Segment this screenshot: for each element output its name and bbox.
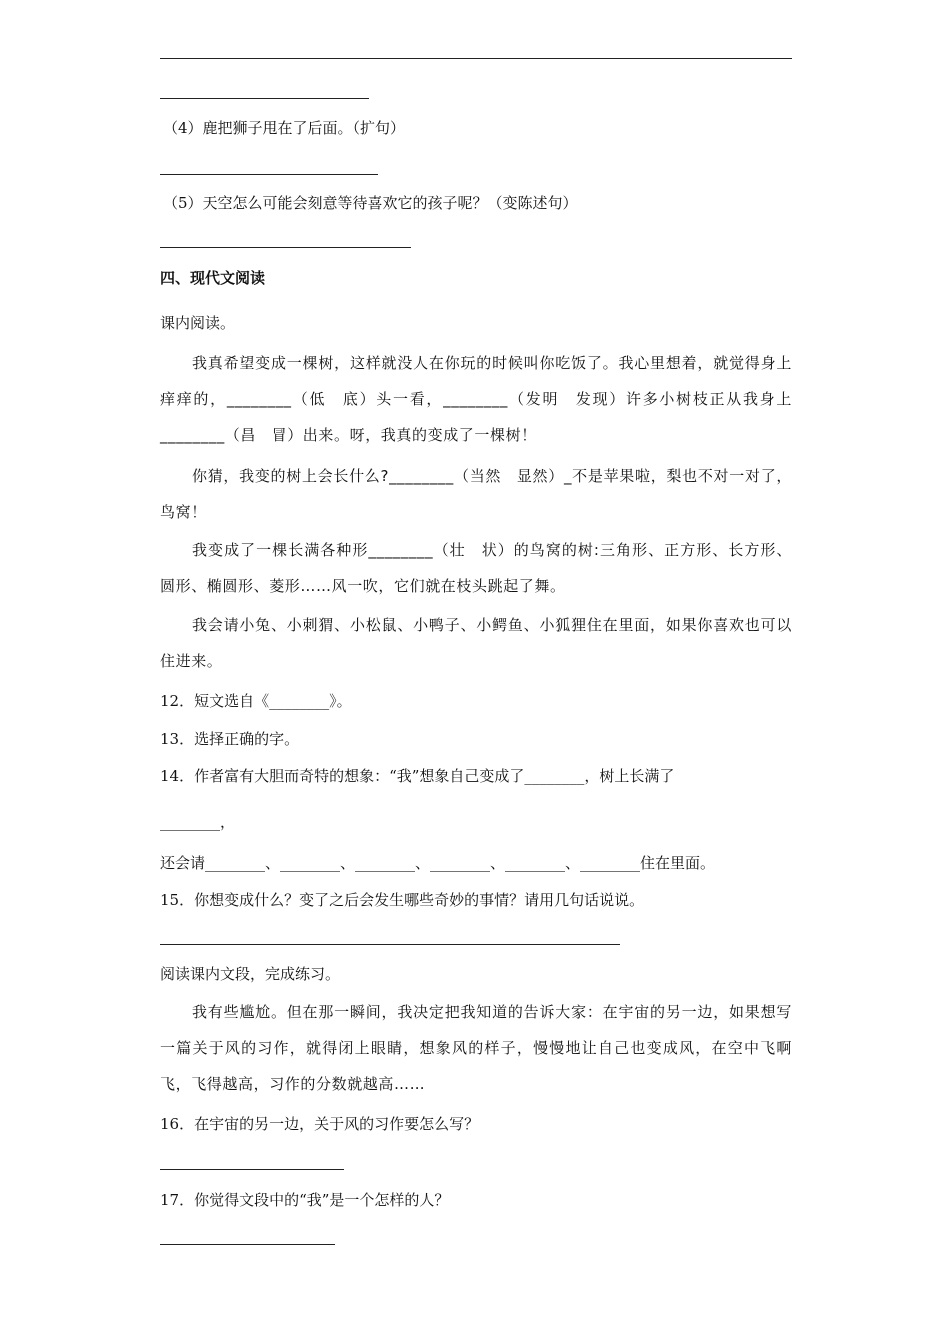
reading-intro: 课内阅读。 [160, 314, 236, 332]
question-12: 12．短文选自《________》。 [160, 692, 352, 710]
passage-paragraph: 我会请小兔、小刺猬、小松鼠、小鸭子、小鳄鱼、小狐狸住在里面，如果你喜欢也可以住进来。 [160, 616, 792, 670]
passage-paragraph: 我变成了一棵长满各种形________（壮 状）的鸟窝的树:三角形、正方形、长方形、圆形、椭圆形、菱形……风一吹，它们就在枝头跳起了舞。 [160, 541, 792, 595]
page-top-rule [160, 58, 792, 59]
passage-paragraph: 你猜，我变的树上会长什么?________（当然 显然）_不是苹果啦，梨也不对一对了，鸟窝！ [160, 467, 792, 521]
answer-line[interactable] [160, 1244, 335, 1245]
section-heading: 四、现代文阅读 [160, 269, 266, 287]
question-16: 16．在宇宙的另一边，关于风的习作要怎么写？ [160, 1115, 480, 1133]
answer-line[interactable] [160, 247, 411, 248]
question-14-continued: 还会请________、________、________、________、________、________住在里面。 [160, 854, 716, 872]
answer-line[interactable] [160, 1169, 344, 1170]
passage-paragraph: 我真希望变成一棵树，这样就没人在你玩的时候叫你吃饭了。我心里想着，就觉得身上痒痒的，________（低 底）头一看，________（发明 发现）许多小树枝正从我身上________（昌 冒）出来。呀，我真的变成了一棵树！ [160, 354, 792, 444]
answer-line[interactable] [160, 174, 378, 175]
reading-intro-2: 阅读课内文段，完成练习。 [160, 965, 341, 983]
question-14: 14．作者富有大胆而奇特的想象：“我”想象自己变成了________，树上长满了 [160, 767, 675, 785]
question-17: 17．你觉得文段中的“我”是一个怎样的人？ [160, 1191, 450, 1209]
exercise-item-5: （5）天空怎么可能会刻意等待喜欢它的孩子呢？（变陈述句） [163, 194, 578, 212]
exercise-item-4: （4）鹿把狮子甩在了后面。（扩句） [163, 119, 406, 137]
question-13: 13．选择正确的字。 [160, 730, 300, 748]
answer-line[interactable] [160, 98, 369, 99]
question-14-continued: ________， [160, 813, 236, 831]
answer-line[interactable] [160, 944, 620, 945]
passage-paragraph-2: 我有些尴尬。但在那一瞬间，我决定把我知道的告诉大家：在宇宙的另一边，如果想写一篇关于风的习作，就得闭上眼睛，想象风的样子，慢慢地让自己也变成风，在空中飞啊飞，飞得越高，习作的分数就越高…… [160, 1003, 792, 1093]
question-15: 15．你想变成什么？变了之后会发生哪些奇妙的事情？请用几句话说说。 [160, 891, 645, 909]
